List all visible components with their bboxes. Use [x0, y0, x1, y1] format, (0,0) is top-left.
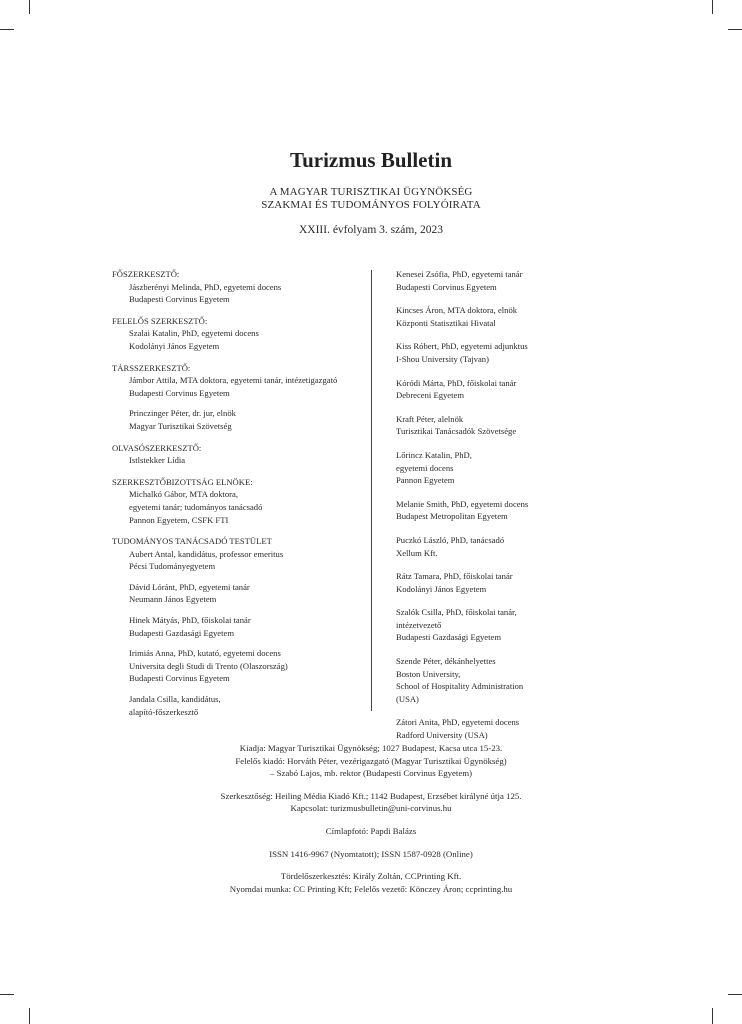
section-co-editor [112, 362, 367, 433]
board-member [396, 449, 616, 487]
person-line: Lőrincz Katalin, PhD, [396, 449, 472, 460]
affiliation-line: Neumann János Egyetem [129, 594, 217, 605]
affiliation-line: Pannon Egyetem, CSFK FTI [129, 514, 229, 525]
person-line: Rátz Tamara, PhD, főiskolai tanár [396, 571, 513, 582]
affiliation-line: Radford University (USA) [396, 730, 488, 741]
section-board-chair [112, 476, 367, 526]
editorial-office-block [0, 790, 742, 815]
person-line: Zátori Anita, PhD, egyetemi docens [396, 717, 520, 728]
layout-editor-line: Tördelőszerkesztés: Király Zoltán, CCPrinting Kft. [280, 871, 462, 882]
section-editor-in-chief [112, 268, 367, 306]
crop-mark [0, 29, 14, 30]
board-member [396, 413, 616, 438]
board-member [396, 534, 616, 559]
section-heading: TÁRSSZERKESZTŐ: [112, 362, 191, 373]
person-line: intézetvezető [396, 619, 442, 630]
left-column [112, 268, 367, 727]
person-line: Szalók Csilla, PhD, főiskolai tanár, [396, 607, 517, 618]
contact-line[interactable]: Kapcsolat: turizmusbulletin@uni-corvinus.hu [290, 803, 452, 814]
board-member [396, 716, 616, 741]
section-heading: OLVASÓSZERKESZTŐ: [112, 442, 202, 453]
affiliation-line: (USA) [396, 693, 419, 704]
crop-mark [0, 994, 14, 995]
affiliation-line: Központi Statisztikai Hivatal [396, 317, 496, 328]
board-member [396, 268, 616, 293]
section-proofreader [112, 442, 367, 467]
affiliation-line: alapító-főszerkesztő [129, 706, 199, 717]
affiliation-line: Budapesti Corvinus Egyetem [396, 281, 497, 292]
affiliation-line: Budapesti Corvinus Egyetem [129, 294, 230, 305]
section-heading: FŐSZERKESZTŐ: [112, 269, 180, 279]
person-line: Istlstekker Lídia [129, 455, 186, 466]
person-line: Kenesei Zsófia, PhD, egyetemi tanár [396, 269, 523, 279]
person-line: egyetemi tanár; tudományos tanácsadó [129, 501, 263, 512]
affiliation-line: Budapesti Gazdasági Egyetem [129, 627, 235, 638]
journal-title: Turizmus Bulletin [289, 148, 452, 172]
person-line: Michalkó Gábor, MTA doktora, [129, 489, 238, 500]
section-heading: TUDOMÁNYOS TANÁCSADÓ TESTÜLET [112, 536, 272, 547]
board-member [396, 377, 616, 402]
affiliation-line: Debreceni Egyetem [396, 390, 464, 401]
issn-line: ISSN 1416-9967 (Nyomtatott); ISSN 1587-0928 (Online) [269, 848, 473, 859]
crop-mark [29, 0, 30, 14]
person-line: Jandala Csilla, kandidátus, [129, 694, 221, 705]
board-member [396, 655, 616, 705]
affiliation-line: Turisztikai Tanácsadók Szövetsége [396, 426, 517, 437]
person-line: Szalai Katalin, PhD, egyetemi docens [129, 328, 259, 339]
person-line: Kóródi Márta, PhD, főiskolai tanár [396, 377, 517, 388]
imprint-footer [0, 742, 742, 905]
section-heading: FELELŐS SZERKESZTŐ: [112, 315, 208, 326]
board-member [396, 606, 616, 644]
person-line: Jámbor Attila, MTA doktora, egyetemi tanár, intézetigazgató [129, 375, 338, 386]
person-line: Irimiás Anna, PhD, kutató, egyetemi docens [129, 648, 281, 659]
affiliation-line: Budapesti Corvinus Egyetem [129, 387, 230, 398]
responsible-publisher-line-2: – Szabó Lajos, mb. rektor (Budapesti Corvinus Egyetem) [269, 768, 473, 779]
affiliation-line: Pannon Egyetem [396, 475, 455, 486]
cover-photo-line: Címlapfotó: Papdi Balázs [325, 825, 417, 836]
section-advisory-board [112, 535, 367, 718]
section-heading: SZERKESZTŐBIZOTTSÁG ELNÖKE: [112, 476, 253, 487]
person-line: Puczkó László, PhD, tanácsadó [396, 534, 505, 545]
board-member [396, 340, 616, 365]
crop-mark [728, 994, 742, 995]
person-line: egyetemi docens [396, 462, 454, 473]
crop-mark [712, 0, 713, 14]
affiliation-line: Xellum Kft. [396, 547, 438, 558]
affiliation-line: Boston University, [396, 668, 461, 679]
column-divider [371, 270, 372, 711]
board-member [396, 498, 616, 523]
person-line: Princzinger Péter, dr. jur, elnök [129, 408, 236, 419]
person-line: Dávid Lóránt, PhD, egyetemi tanár [129, 581, 250, 592]
affiliation-line: Budapesti Gazdasági Egyetem [396, 632, 502, 643]
editorial-office-line: Szerkesztőség: Heiling Média Kiadó Kft.; 1142 Budapest, Erzsébet királyné útja 125. [220, 790, 522, 801]
printing-block [0, 870, 742, 895]
affiliation-line: I-Shou University (Tajvan) [396, 353, 489, 364]
person-line: Aubert Antal, kandidátus, professor emeritus [129, 548, 284, 559]
affiliation-line: Universita degli Studi di Trento (Olaszország) [129, 660, 288, 671]
affiliation-line: Budapesti Corvinus Egyetem [129, 673, 230, 684]
subtitle-line-2: SZAKMAI ÉS TUDOMÁNYOS FOLYÓIRATA [261, 199, 481, 211]
responsible-publisher-line: Felelős kiadó: Horváth Péter, vezérigazgató (Magyar Turisztikai Ügynökség) [235, 755, 507, 766]
affiliation-line: Pécsi Tudományegyetem [129, 561, 216, 572]
crop-mark [728, 29, 742, 30]
issue-info: XXIII. évfolyam 3. szám, 2023 [298, 224, 444, 236]
affiliation-line: Budapest Metropolitan Egyetem [396, 511, 508, 522]
board-member [396, 304, 616, 329]
printing-line: Nyomdai munka: CC Printing Kft; Felelős vezető: Könczey Áron; ccprinting.hu [229, 883, 513, 894]
section-responsible-editor [112, 315, 367, 353]
person-line: Melanie Smith, PhD, egyetemi docens [396, 498, 529, 509]
person-line: Hinek Mátyás, PhD, főiskolai tanár [129, 615, 251, 626]
affiliation-line: Magyar Turisztikai Szövetség [129, 420, 232, 431]
right-column [396, 268, 616, 753]
person-line: Kiss Róbert, PhD, egyetemi adjunktus [396, 341, 528, 352]
crop-mark [29, 1008, 30, 1024]
affiliation-line: Kodolányi János Egyetem [396, 583, 487, 594]
subtitle-line-1: A MAGYAR TURISZTIKAI ÜGYNÖKSÉG [269, 186, 473, 198]
affiliation-line: School of Hospitality Administration [396, 681, 524, 692]
person-line: Szende Péter, dékánhelyettes [396, 656, 496, 667]
affiliation-line: Kodolányi János Egyetem [129, 340, 220, 351]
person-line: Kraft Péter, alelnök [396, 413, 464, 424]
person-line: Jászberényi Melinda, PhD, egyetemi docens [129, 281, 282, 292]
crop-mark [712, 1008, 713, 1024]
board-member [396, 570, 616, 595]
publisher-block [0, 742, 742, 780]
publisher-line: Kiadja: Magyar Turisztikai Ügynökség; 1027 Budapest, Kacsa utca 15-23. [239, 743, 503, 753]
person-line: Kincses Áron, MTA doktora, elnök [396, 305, 518, 316]
